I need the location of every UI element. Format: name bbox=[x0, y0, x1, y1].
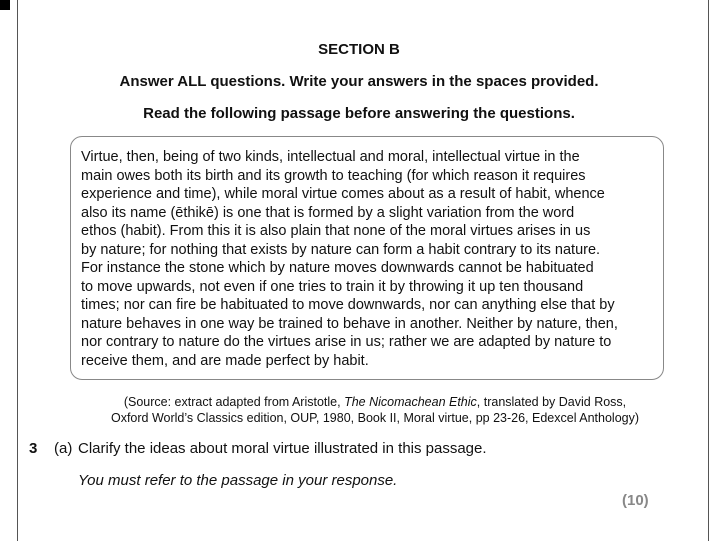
passage-line: receive them, and are made perfect by habit. bbox=[81, 352, 369, 369]
question-text: Clarify the ideas about moral virtue illustrated in this passage. bbox=[78, 440, 487, 457]
passage-text bbox=[81, 148, 661, 370]
instruction-read-passage: Read the following passage before answering the questions. bbox=[143, 105, 575, 122]
passage-line: times; nor can fire be habituated to move downwards, nor can anything else that by bbox=[81, 297, 615, 313]
question-part: (a) bbox=[54, 440, 73, 457]
instruction-answer-all: Answer ALL questions. Write your answers in the spaces provided. bbox=[119, 73, 599, 90]
question-note: You must refer to the passage in your response. bbox=[78, 472, 398, 489]
corner-registration-mark bbox=[0, 0, 10, 10]
passage-line: main owes both its birth and its growth to teaching (for which reason it requires bbox=[81, 167, 586, 184]
question-marks: (10) bbox=[622, 492, 649, 509]
passage-line: also its name (ēthikē) is one that is formed by a slight variation from the word bbox=[81, 204, 575, 221]
source-line-2: Oxford World’s Classics edition, OUP, 1980, Book II, Moral virtue, pp 23-26, Edexcel Anthology) bbox=[110, 411, 640, 425]
passage-line: ethos (habit). From this it is also plain that none of the moral virtues arises in us bbox=[81, 223, 591, 239]
passage-line: experience and time), while moral virtue comes about as a result of habit, whence bbox=[81, 186, 605, 202]
source-suffix: , translated by David Ross, bbox=[476, 395, 627, 409]
passage-line: Virtue, then, being of two kinds, intellectual and moral, intellectual virtue in the bbox=[81, 149, 580, 165]
passage-line: to move upwards, not even if one tries to train it by throwing it up ten thousand bbox=[81, 278, 584, 295]
source-prefix: (Source: extract adapted from Aristotle, bbox=[123, 395, 345, 409]
source-line-1 bbox=[90, 394, 660, 410]
passage-line: nature behaves in one way be trained to behave in another. Neither by nature, then, bbox=[81, 315, 618, 332]
passage-line: by nature; for nothing that exists by nature can form a habit contrary to its nature. bbox=[81, 241, 601, 258]
section-title: SECTION B bbox=[318, 41, 400, 58]
question-number: 3 bbox=[29, 440, 38, 457]
source-citation bbox=[90, 394, 660, 426]
source-book-title: The Nicomachean Ethic bbox=[344, 395, 477, 409]
passage-line: nor contrary to nature do the virtues arise in us; rather we are adapted by nature to bbox=[81, 334, 612, 350]
passage-line: For instance the stone which by nature moves downwards cannot be habituated bbox=[81, 260, 594, 276]
